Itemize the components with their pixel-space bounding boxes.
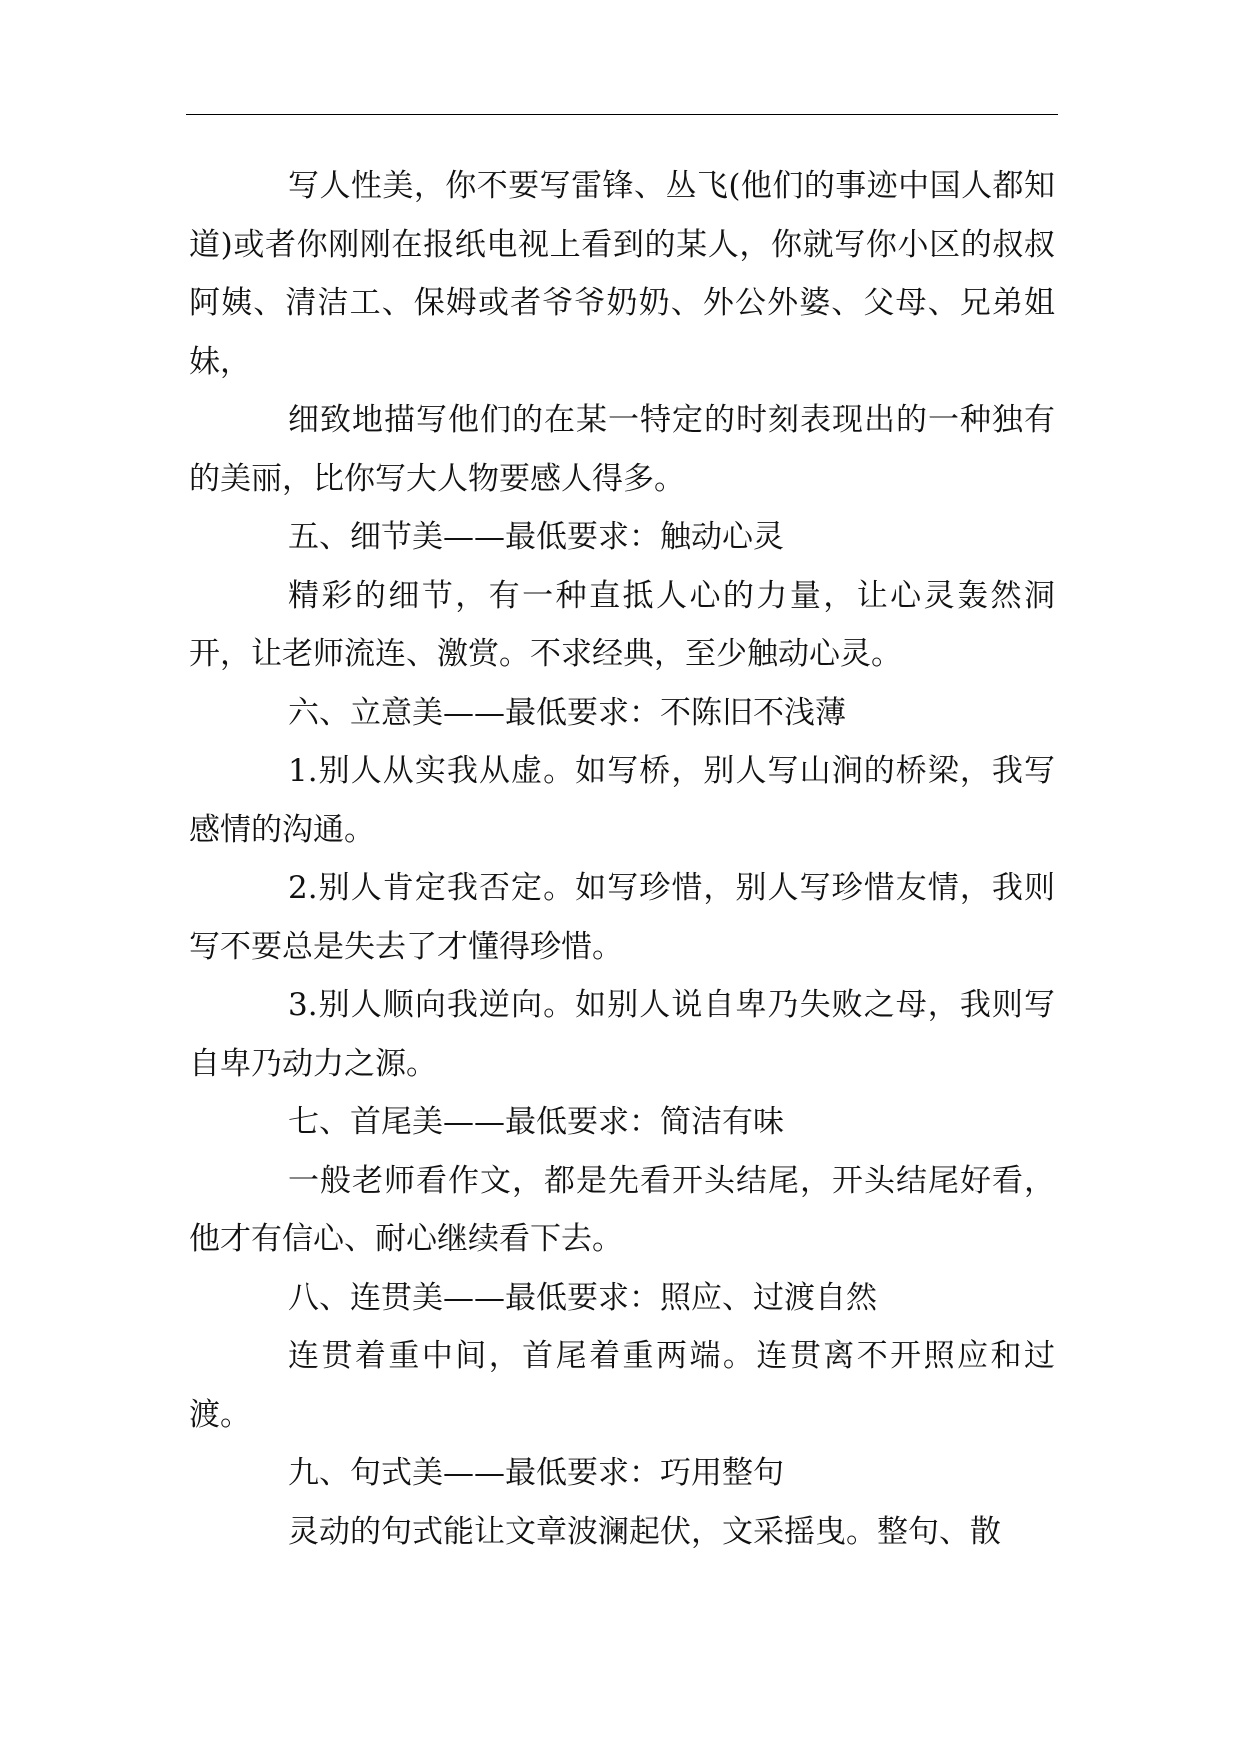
section-heading: 七、首尾美——最低要求：简洁有味 (288, 1104, 784, 1140)
document-body (189, 157, 1055, 1561)
paragraph: 精彩的细节，有一种直抵人心的力量，让心灵轰然洞开，让老师流连、激赏。不求经典，至少触动心灵。 (189, 577, 1055, 672)
paragraph: 一般老师看作文，都是先看开头结尾，开头结尾好看，他才有信心、耐心继续看下去。 (189, 1162, 1055, 1257)
section-heading: 五、细节美——最低要求：触动心灵 (288, 519, 784, 555)
paragraph: 灵动的句式能让文章波澜起伏，文采摇曳。整句、散 (288, 1513, 1001, 1550)
list-item: 1.别人从实我从虚。如写桥，别人写山涧的桥梁，我写感情的沟通。 (189, 753, 1055, 848)
paragraph: 连贯着重中间，首尾着重两端。连贯离不开照应和过渡。 (189, 1338, 1055, 1433)
section-heading: 六、立意美——最低要求：不陈旧不浅薄 (288, 694, 846, 731)
list-item: 3.别人顺向我逆向。如别人说自卑乃失败之母，我则写自卑乃动力之源。 (189, 987, 1055, 1082)
paragraph: 写人性美，你不要写雷锋、丛飞(他们的事迹中国人都知道)或者你刚刚在报纸电视上看到的某人，你就写你小区的叔叔阿姨、清洁工、保姆或者爷爷奶奶、外公外婆、父母、兄弟姐妹， (189, 168, 1055, 380)
section-heading: 八、连贯美——最低要求：照应、过渡自然 (288, 1279, 877, 1316)
header-rule (186, 114, 1058, 115)
paragraph: 细致地描写他们的在某一特定的时刻表现出的一种独有的美丽，比你写大人物要感人得多。 (189, 402, 1055, 497)
section-heading: 九、句式美——最低要求：巧用整句 (288, 1455, 784, 1491)
list-item: 2.别人肯定我否定。如写珍惜，别人写珍惜友情，我则写不要总是失去了才懂得珍惜。 (189, 870, 1055, 965)
